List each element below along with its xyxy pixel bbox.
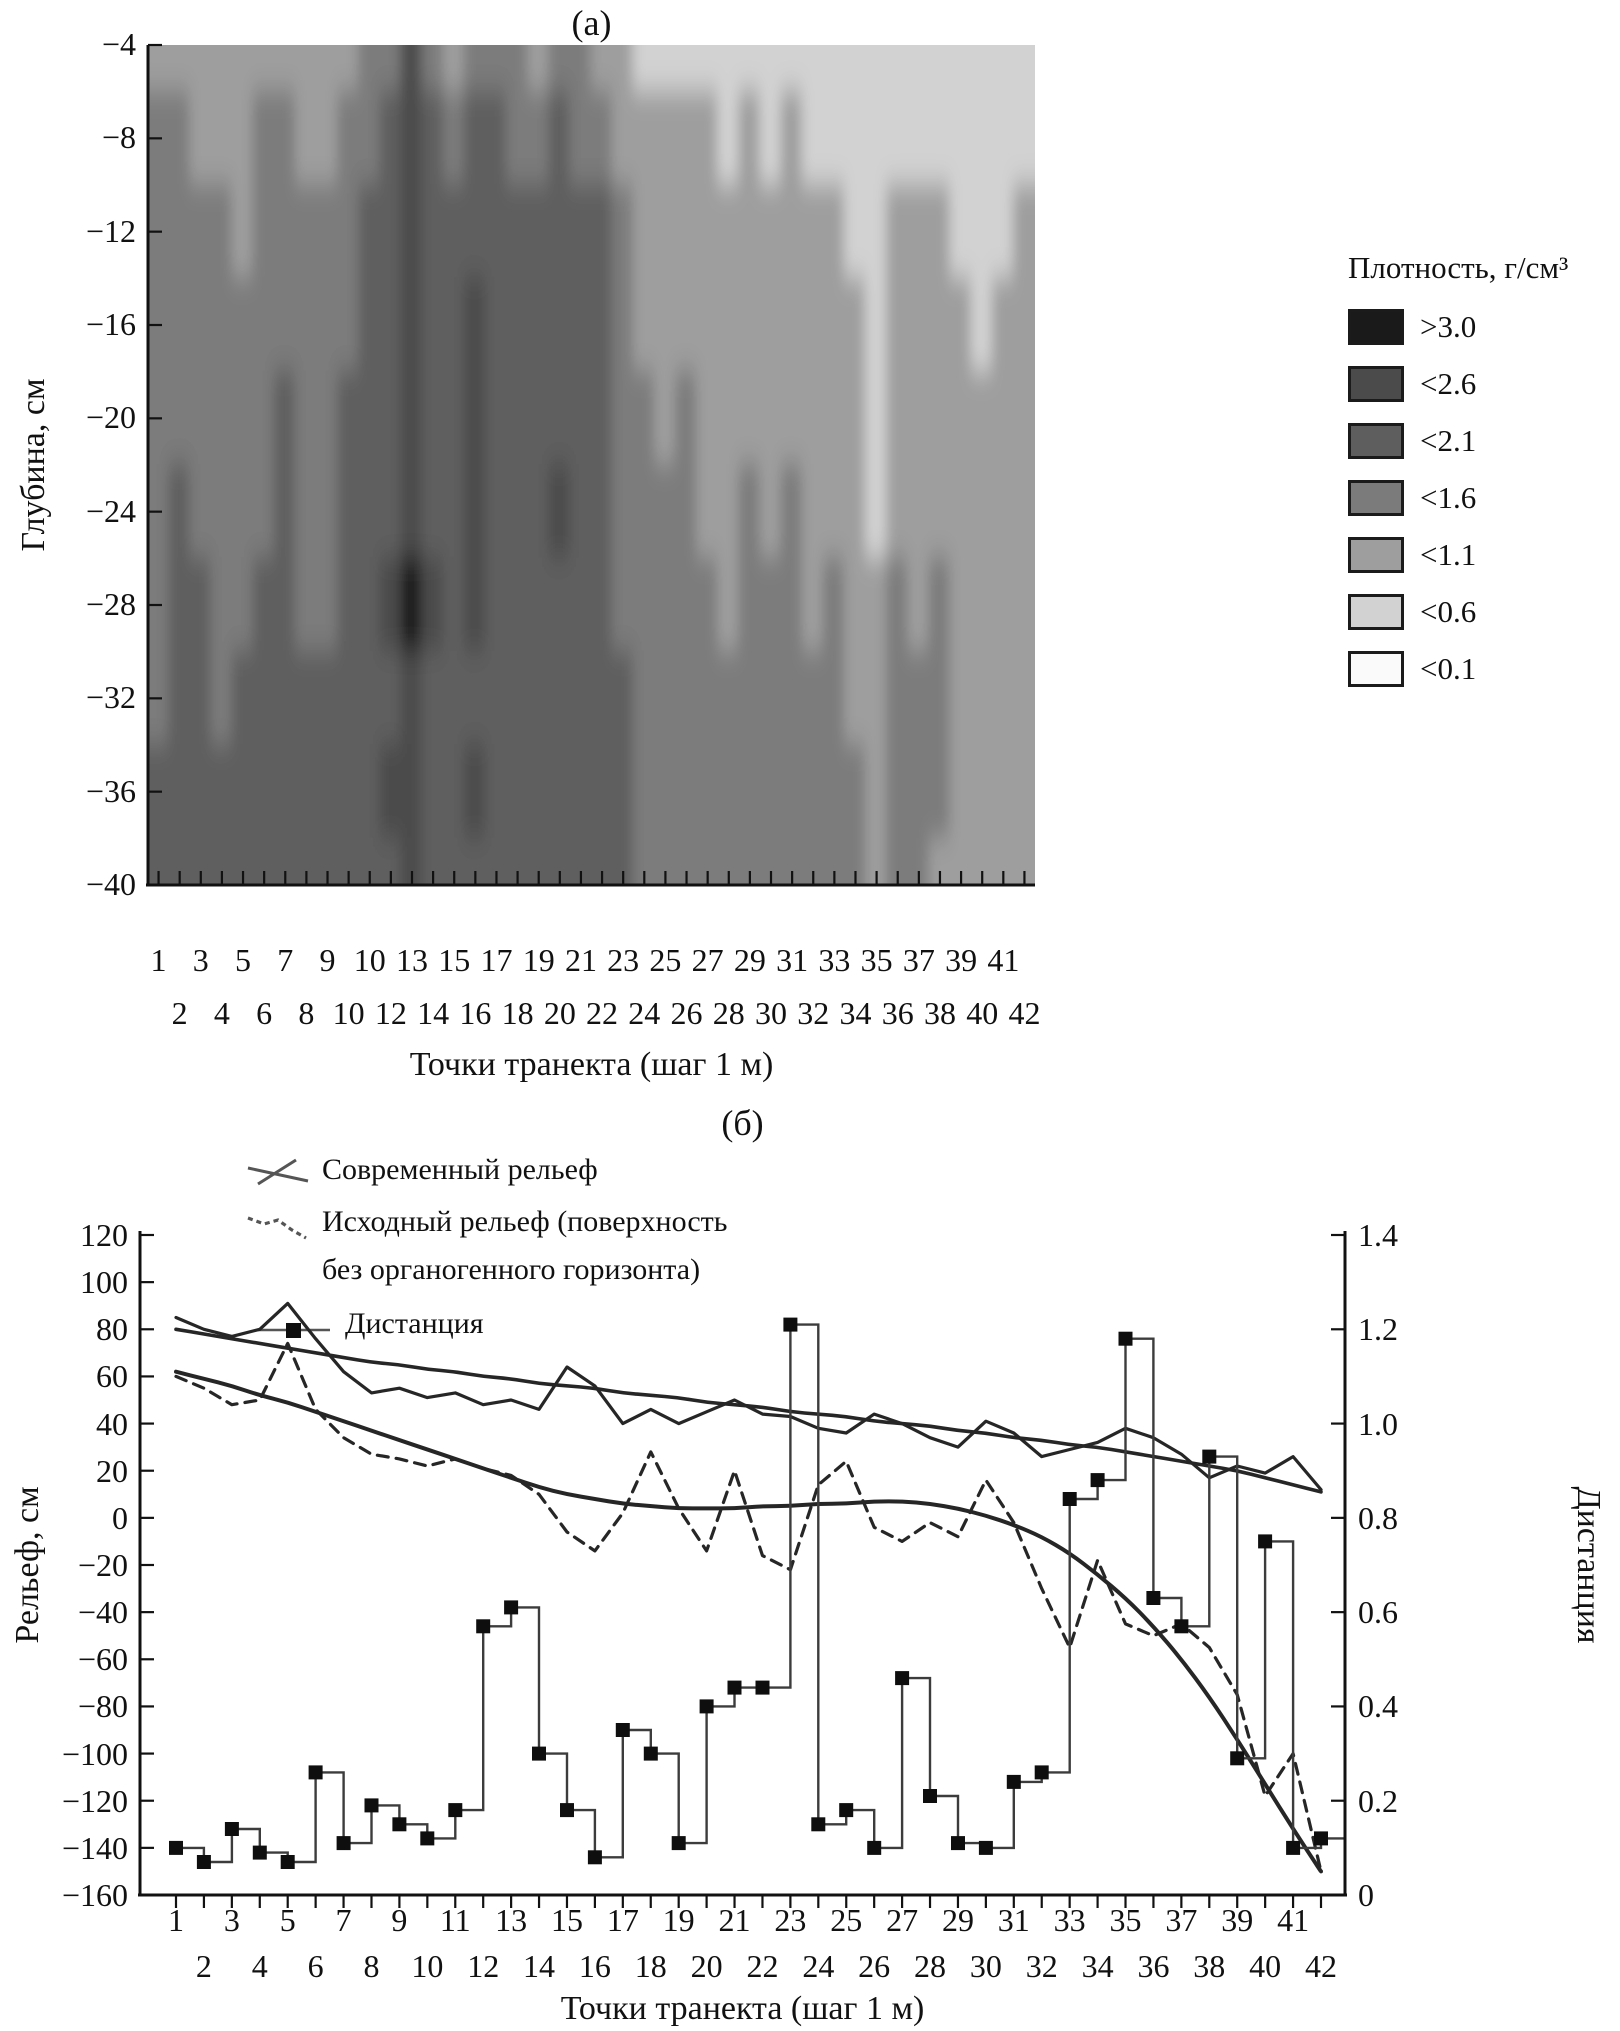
panel-b-x-tick-label: 35 [1109,1902,1142,1938]
panel-b-x-tick-label: 26 [858,1948,891,1984]
panel-b-left-tick-label: 80 [96,1311,128,1348]
panel-a-x-tick-label: 42 [1008,995,1041,1031]
panel-a-x-tick-label: 26 [670,995,703,1031]
panel-a-x-tick-label: 17 [480,942,513,978]
density-legend-row [1348,308,1620,346]
panel-b-left-tick-label: −100 [61,1735,128,1772]
panel-a-y-axis-title: Глубина, см [15,378,52,552]
panel-b-x-tick-label: 42 [1305,1948,1337,1984]
panel-b-right-axis-title: Дистанция [1570,1486,1607,1644]
panel-a-x-tick-label: 1 [150,942,167,978]
panel-b-x-tick-label: 8 [363,1948,380,1984]
density-legend-label: <0.6 [1420,594,1477,629]
panel-a-x-tick-label: 33 [818,942,851,978]
panel-a-x-tick-label: 9 [319,942,336,978]
panel-b-x-tick-label: 4 [251,1948,268,1984]
panel-b-x-tick-label: 2 [195,1948,212,1984]
panel-b-x-tick-label: 30 [969,1948,1002,1984]
density-legend-row [1348,536,1620,574]
density-legend-swatch [1348,480,1404,516]
density-legend-row [1348,479,1620,517]
panel-a-y-tick-label: −36 [85,772,136,809]
panel-b-right-tick-label: 0.2 [1358,1782,1398,1819]
panel-b-x-tick-label: 17 [606,1902,639,1938]
panel-a-x-tick-label: 10 [332,995,365,1031]
panel-a-x-tick-label: 24 [628,995,661,1031]
panel-a-x-tick-label: 38 [923,995,956,1031]
panel-a-x-tick-label: 41 [987,942,1020,978]
panel-a-x-tick-label: 2 [171,995,188,1031]
density-legend-row [1348,650,1620,688]
panel-a-x-tick-label: 20 [543,995,576,1031]
panel-a-x-tick-label: 23 [607,942,640,978]
panel-b-right-tick-label: 0.4 [1358,1688,1398,1725]
panel-a-x-tick-label: 22 [586,995,619,1031]
density-legend-swatch [1348,651,1404,687]
panel-a-x-tick-label: 16 [459,995,492,1031]
panel-a-x-tick-label: 32 [797,995,830,1031]
panel-b-left-tick-label: 40 [96,1405,128,1442]
density-legend-entries [1348,308,1620,688]
panel-a-y-tick-label: −32 [85,679,136,716]
density-legend-label: <1.6 [1420,480,1477,515]
panel-b-x-tick-label: 31 [997,1902,1030,1938]
panel-a-x-tick-label: 35 [860,942,893,978]
panel-a-x-tick-label: 14 [417,995,450,1031]
panel-b-x-tick-label: 40 [1249,1948,1282,1984]
density-legend-label: <2.6 [1420,366,1477,401]
density-legend-row [1348,422,1620,460]
panel-a-y-tick-label: −8 [101,119,136,156]
panel-b-x-tick-label: 37 [1165,1902,1198,1938]
panel-a-title: (а) [571,3,612,43]
panel-a-x-tick-label: 3 [192,942,209,978]
panel-b-x-tick-label: 19 [662,1902,695,1938]
density-legend-row [1348,593,1620,631]
panel-b-x-tick-label: 23 [774,1902,807,1938]
panel-b-x-tick-label: 1 [168,1902,184,1938]
density-legend-title: Плотность, г/см³ [1348,250,1569,285]
density-legend-label: <1.1 [1420,537,1477,572]
density-legend [1348,250,1620,707]
panel-a-x-tick-label: 39 [945,942,978,978]
panel-a-x-tick-label: 12 [374,995,407,1031]
panel-a-x-tick-label: 29 [733,942,766,978]
panel-a-x-tick-label: 7 [277,942,294,978]
panel-a-y-tick-label: −20 [85,399,136,436]
panel-a-x-tick-label: 13 [395,942,428,978]
panel-b-x-tick-label: 12 [467,1948,500,1984]
panel-b-x-tick-label: 11 [439,1902,471,1938]
panel-b-left-tick-label: −140 [61,1829,128,1866]
panel-b-x-tick-label: 21 [718,1902,751,1938]
panel-b-left-tick-label: −120 [61,1782,128,1819]
panel-b-title: (б) [721,1103,764,1143]
panel-b-right-tick-label: 1.4 [1358,1217,1398,1253]
panel-a-y-tick-label: −12 [85,212,136,249]
panel-b-right-tick-label: 1.0 [1358,1405,1398,1442]
panel-a-x-tick-label: 21 [564,942,597,978]
panel-a-y-tick-label: −24 [85,492,136,529]
panel-b-x-tick-label: 14 [523,1948,556,1984]
panel-b-left-tick-label: 60 [96,1358,128,1395]
panel-b-x-tick-label: 25 [830,1902,863,1938]
panel-b-x-tick-label: 24 [802,1948,835,1984]
panel-a-x-tick-label: 31 [776,942,809,978]
relief-distance-chart [140,1235,1345,1895]
panel-b-x-tick-label: 3 [223,1902,240,1938]
panel-a-x-tick-label: 27 [691,942,724,978]
panel-b-x-tick-label: 18 [634,1948,667,1984]
panel-b-left-axis-title: Рельеф, см [9,1486,46,1644]
panel-b-x-tick-label: 7 [335,1902,352,1938]
panel-b-x-tick-label: 27 [886,1902,919,1938]
panel-a-x-tick-label: 18 [501,995,534,1031]
panel-a-x-tick-label: 10 [353,942,386,978]
panel-b-x-tick-label: 20 [690,1948,723,1984]
panel-b-x-tick-label: 13 [495,1902,528,1938]
panel-a-x-tick-label: 4 [213,995,230,1031]
panel-a-y-tick-label: −40 [85,866,136,902]
panel-b-x-tick-label: 22 [746,1948,779,1984]
legend-label-modern-relief: Современный рельеф [322,1153,598,1186]
panel-b-right-tick-label: 0.6 [1358,1594,1398,1631]
density-legend-swatch [1348,594,1404,630]
panel-b-x-tick-label: 38 [1193,1948,1226,1984]
panel-a-y-tick-label: −28 [85,586,136,622]
density-legend-label: >3.0 [1420,309,1477,344]
panel-b-x-tick-label: 10 [411,1948,444,1984]
panel-b-x-tick-label: 15 [550,1902,583,1938]
panel-b-x-tick-label: 9 [391,1902,408,1938]
panel-b-right-tick-label: 0 [1358,1877,1374,1913]
panel-b-x-tick-label: 39 [1221,1902,1254,1938]
panel-b-x-tick-label: 16 [578,1948,611,1984]
panel-b-right-tick-label: 0.8 [1358,1499,1398,1536]
panel-b-x-tick-label: 32 [1025,1948,1058,1984]
panel-b-left-tick-label: 120 [80,1217,128,1253]
panel-b-x-tick-label: 28 [914,1948,947,1984]
panel-b-x-tick-label: 29 [941,1902,974,1938]
panel-b-x-axis-title: Точки транекта (шаг 1 м) [560,1990,925,2027]
panel-a-x-tick-label: 34 [839,995,872,1031]
density-legend-swatch [1348,309,1404,345]
legend-label-initial-relief-1: Исходный рельеф (поверхность [322,1205,728,1238]
panel-b-left-tick-label: −40 [77,1594,128,1631]
panel-a-y-tick-label: −16 [85,306,136,342]
panel-b-left-tick-label: 20 [96,1452,128,1489]
panel-a-x-tick-label: 8 [298,995,315,1031]
panel-a-x-tick-label: 36 [881,995,914,1031]
modern-relief-line-cross-icon [248,1156,314,1192]
panel-a-x-tick-label: 37 [902,942,935,978]
panel-b-x-tick-label: 5 [279,1902,296,1938]
panel-a-x-tick-label: 25 [649,942,682,978]
panel-b-x-tick-label: 6 [307,1948,324,1984]
density-legend-swatch [1348,423,1404,459]
panel-a-x-axis-title: Точки транекта (шаг 1 м) [409,1046,774,1083]
panel-a-x-tick-label: 40 [966,995,999,1031]
panel-a-y-tick-label: −4 [101,26,136,62]
panel-b-right-tick-label: 1.2 [1358,1311,1398,1348]
panel-b-x-tick-label: 41 [1277,1902,1310,1938]
legend-label-initial-relief-2: без органогенного горизонта) [322,1253,701,1286]
panel-b-left-tick-label: −60 [77,1641,128,1678]
density-legend-swatch [1348,366,1404,402]
density-legend-label: <2.1 [1420,423,1477,458]
density-legend-swatch [1348,537,1404,573]
panel-b-left-tick-label: −20 [77,1547,128,1583]
density-legend-row [1348,365,1620,403]
panel-a-x-tick-label: 30 [755,995,787,1031]
panel-a-x-tick-label: 19 [522,942,555,978]
panel-b-left-tick-label: 0 [112,1499,128,1536]
panel-a-x-tick-label: 6 [256,995,273,1031]
panel-b-left-tick-label: −160 [61,1877,128,1913]
panel-b-x-tick-label: 36 [1137,1948,1170,1984]
panel-a-axes [148,45,1035,885]
panel-b-left-tick-label: −80 [77,1688,128,1725]
legend-label-distance: Дистанция [345,1307,484,1340]
panel-a-x-tick-label: 15 [438,942,471,978]
density-legend-label: <0.1 [1420,651,1477,686]
panel-a-x-tick-label: 5 [235,942,252,978]
panel-b-x-tick-label: 33 [1053,1902,1086,1938]
panel-b-x-tick-label: 34 [1081,1948,1114,1984]
panel-a-x-tick-label: 28 [712,995,745,1031]
panel-b-left-tick-label: 100 [80,1264,128,1301]
